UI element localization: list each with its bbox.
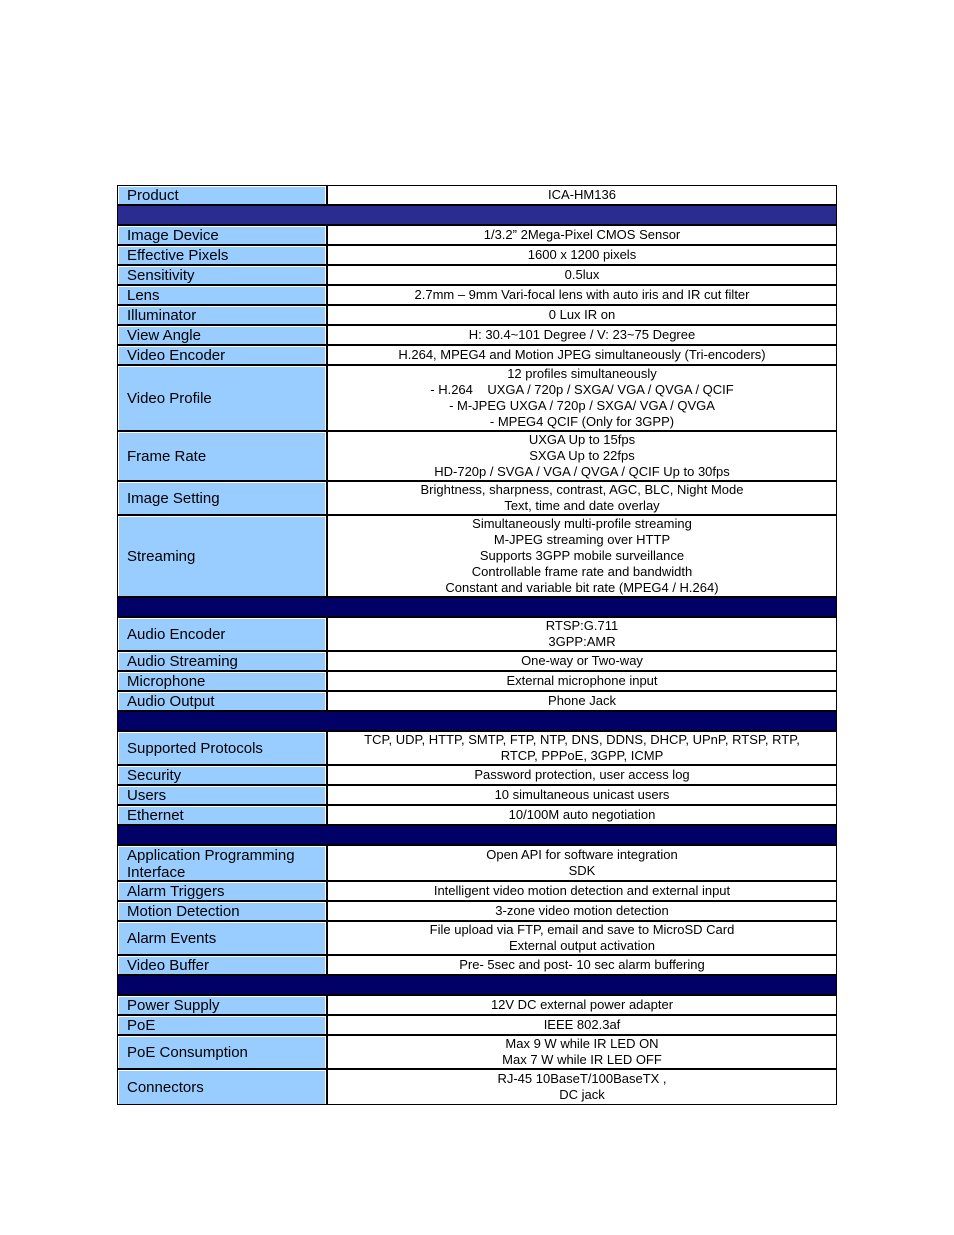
- spec-value-line: Text, time and date overlay: [504, 498, 660, 513]
- spec-value: [326, 366, 836, 430]
- spec-label: [119, 433, 326, 480]
- spec-row-supported-protocols: [118, 732, 836, 766]
- spec-label-text: Audio Streaming: [127, 653, 238, 670]
- spec-label: [119, 903, 326, 920]
- spec-value-line: - H.264 UXGA / 720p / SXGA/ VGA / QVGA / QCIF: [430, 382, 734, 397]
- spec-label: [119, 347, 326, 364]
- spec-value-line: RTSP:G.711: [545, 618, 619, 633]
- spec-label: [119, 227, 326, 244]
- section-band-power: [118, 976, 836, 996]
- spec-value: [326, 432, 836, 480]
- spec-label: [119, 619, 326, 650]
- spec-row-video-buffer: [118, 956, 836, 976]
- spec-label-text: Supported Protocols: [127, 740, 263, 757]
- spec-row-effective-pixels: [118, 246, 836, 266]
- spec-value-line: - M-JPEG UXGA / 720p / SXGA/ VGA / QVGA: [449, 398, 715, 413]
- spec-value-line: Intelligent video motion detection and external input: [433, 883, 731, 898]
- spec-value-line: Simultaneously multi-profile streaming: [472, 516, 692, 531]
- spec-row-audio-encoder: [118, 618, 836, 652]
- spec-label-text: Alarm Events: [127, 930, 217, 947]
- spec-label-text: Ethernet: [127, 807, 184, 824]
- spec-label-text: Frame Rate: [127, 448, 207, 465]
- spec-value-line: Max 7 W while IR LED OFF: [502, 1052, 662, 1067]
- spec-label-text: Image Device: [127, 227, 219, 244]
- spec-row-motion-detection: [118, 902, 836, 922]
- spec-value: [326, 902, 836, 920]
- spec-row-poe-consumption: [118, 1036, 836, 1070]
- spec-label-text: Application Programming Interface: [127, 846, 295, 881]
- spec-value-line: Phone Jack: [548, 693, 616, 708]
- spec-label: [119, 767, 326, 784]
- spec-label: [119, 307, 326, 324]
- spec-value-line: UXGA Up to 15fps: [528, 432, 636, 447]
- spec-label-text: Connectors: [127, 1079, 204, 1096]
- spec-label-text: PoE Consumption: [127, 1044, 248, 1061]
- spec-row-alarm-triggers: [118, 882, 836, 902]
- spec-value: [326, 1016, 836, 1034]
- spec-value-line: RTCP, PPPoE, 3GPP, ICMP: [500, 748, 664, 763]
- spec-label: [119, 1071, 326, 1104]
- spec-row-poe: [118, 1016, 836, 1036]
- spec-value-line: File upload via FTP, email and save to MicroSD Card: [429, 922, 735, 937]
- spec-value-line: Controllable frame rate and bandwidth: [471, 564, 693, 579]
- spec-label-text: Effective Pixels: [127, 247, 229, 264]
- spec-label: [119, 997, 326, 1014]
- spec-label-text: PoE: [127, 1017, 156, 1034]
- spec-value-line: 10 simultaneous unicast users: [494, 787, 670, 802]
- spec-value-line: Open API for software integration: [486, 847, 678, 862]
- spec-label: [119, 957, 326, 974]
- section-band-system: [118, 826, 836, 846]
- spec-row-product: [118, 186, 836, 206]
- spec-value-line: 0.5lux: [564, 267, 600, 282]
- spec-value: [326, 672, 836, 690]
- spec-label-text: Motion Detection: [127, 903, 240, 920]
- spec-label-text: Sensitivity: [127, 267, 195, 284]
- spec-value-line: Max 9 W while IR LED ON: [505, 1036, 659, 1051]
- spec-value: [326, 246, 836, 264]
- spec-label: [119, 883, 326, 900]
- spec-value-line: RJ-45 10BaseT/100BaseTX ,: [497, 1071, 667, 1086]
- spec-value-line: External output activation: [509, 938, 655, 953]
- spec-label: [119, 653, 326, 670]
- spec-label: [119, 1017, 326, 1034]
- spec-value: [326, 882, 836, 900]
- spec-label: [119, 923, 326, 954]
- spec-row-sensitivity: [118, 266, 836, 286]
- spec-value: [326, 346, 836, 364]
- spec-value-line: 12V DC external power adapter: [490, 997, 674, 1012]
- spec-value: [326, 732, 836, 764]
- section-band-video: [118, 206, 836, 226]
- spec-value-line: Brightness, sharpness, contrast, AGC, BLC, Night Mode: [420, 482, 744, 497]
- spec-value: [326, 286, 836, 304]
- spec-label: [119, 1037, 326, 1068]
- spec-value-line: 3GPP:AMR: [548, 634, 616, 649]
- section-band-network: [118, 712, 836, 732]
- spec-row-video-encoder: [118, 346, 836, 366]
- spec-label-text: Users: [127, 787, 167, 804]
- spec-value: [326, 1036, 836, 1068]
- spec-row-ethernet: [118, 806, 836, 826]
- spec-row-streaming: [118, 516, 836, 598]
- spec-table: [117, 185, 837, 1105]
- spec-value-line: 1600 x 1200 pixels: [527, 247, 637, 262]
- spec-value: [326, 1070, 836, 1104]
- spec-label: [119, 673, 326, 690]
- spec-value-line: Pre- 5sec and post- 10 sec alarm buffering: [459, 957, 705, 972]
- spec-value: [326, 226, 836, 244]
- spec-value: [326, 766, 836, 784]
- spec-value-line: - MPEG4 QCIF (Only for 3GPP): [489, 414, 675, 429]
- spec-row-connectors: [118, 1070, 836, 1104]
- spec-label: [119, 483, 326, 514]
- spec-value-line: 12 profiles simultaneously: [507, 366, 657, 381]
- spec-row-power-supply: [118, 996, 836, 1016]
- spec-value: [326, 806, 836, 824]
- spec-label-text: Illuminator: [127, 307, 197, 324]
- spec-row-image-device: [118, 226, 836, 246]
- spec-label: [119, 517, 326, 596]
- spec-row-application-programming-interface: [118, 846, 836, 882]
- spec-value-line: 0 Lux IR on: [548, 307, 616, 322]
- spec-row-illuminator: [118, 306, 836, 326]
- spec-row-security: [118, 766, 836, 786]
- spec-value: [326, 786, 836, 804]
- spec-value-line: SDK: [568, 863, 596, 878]
- spec-value: [326, 482, 836, 514]
- spec-label: [119, 287, 326, 304]
- spec-label: [119, 367, 326, 430]
- spec-label-text: View Angle: [127, 327, 201, 344]
- spec-value: [326, 956, 836, 974]
- spec-row-view-angle: [118, 326, 836, 346]
- spec-row-frame-rate: [118, 432, 836, 482]
- section-band-audio: [118, 598, 836, 618]
- spec-value-line: DC jack: [559, 1087, 605, 1102]
- spec-value-line: Password protection, user access log: [474, 767, 690, 782]
- spec-label: [119, 187, 326, 204]
- spec-value-line: SXGA Up to 22fps: [529, 448, 635, 463]
- spec-value-line: 2.7mm – 9mm Vari-focal lens with auto iris and IR cut filter: [414, 287, 750, 302]
- spec-value-line: IEEE 802.3af: [543, 1017, 621, 1032]
- spec-value: [326, 922, 836, 954]
- spec-label-text: Lens: [127, 287, 160, 304]
- spec-value-line: 3-zone video motion detection: [495, 903, 669, 918]
- spec-label: [119, 267, 326, 284]
- spec-row-lens: [118, 286, 836, 306]
- spec-label-text: Security: [127, 767, 182, 784]
- spec-value: [326, 306, 836, 324]
- spec-value-line: H: 30.4~101 Degree / V: 23~75 Degree: [468, 327, 696, 342]
- spec-label: [119, 807, 326, 824]
- spec-value: [326, 186, 836, 204]
- spec-value-line: Constant and variable bit rate (MPEG4 / H.264): [445, 580, 719, 595]
- spec-label-text: Microphone: [127, 673, 206, 690]
- spec-value: [326, 618, 836, 650]
- spec-value-line: One-way or Two-way: [521, 653, 643, 668]
- spec-value-line: TCP, UDP, HTTP, SMTP, FTP, NTP, DNS, DDNS, DHCP, UPnP, RTSP, RTP,: [364, 732, 800, 747]
- spec-label-text: Video Profile: [127, 390, 212, 407]
- spec-value: [326, 996, 836, 1014]
- spec-value: [326, 266, 836, 284]
- spec-label-text: Audio Output: [127, 693, 215, 710]
- spec-row-video-profile: [118, 366, 836, 432]
- spec-label: [119, 327, 326, 344]
- spec-label-text: Video Buffer: [127, 957, 210, 974]
- spec-label-text: Power Supply: [127, 997, 220, 1014]
- spec-value-line: External microphone input: [506, 673, 658, 688]
- spec-label: [119, 247, 326, 264]
- spec-row-alarm-events: [118, 922, 836, 956]
- spec-label-text: Video Encoder: [127, 347, 226, 364]
- spec-row-users: [118, 786, 836, 806]
- spec-value: [326, 692, 836, 710]
- spec-value-line: Supports 3GPP mobile surveillance: [479, 548, 685, 563]
- spec-label: [119, 693, 326, 710]
- spec-value: [326, 846, 836, 880]
- spec-value-line: H.264, MPEG4 and Motion JPEG simultaneously (Tri-encoders): [398, 347, 766, 362]
- spec-value: [326, 326, 836, 344]
- spec-label: [119, 787, 326, 804]
- spec-label: [119, 847, 326, 880]
- spec-label: [119, 733, 326, 764]
- spec-row-audio-output: [118, 692, 836, 712]
- spec-value: [326, 516, 836, 596]
- spec-value: [326, 652, 836, 670]
- spec-value-line: ICA-HM136: [548, 187, 616, 202]
- spec-row-audio-streaming: [118, 652, 836, 672]
- spec-label-text: Alarm Triggers: [127, 883, 225, 900]
- spec-label-text: Streaming: [127, 548, 196, 565]
- spec-value-line: 10/100M auto negotiation: [508, 807, 656, 822]
- spec-value-line: HD-720p / SVGA / VGA / QVGA / QCIF Up to 30fps: [434, 464, 730, 479]
- spec-label-text: Audio Encoder: [127, 626, 226, 643]
- spec-label-text: Image Setting: [127, 490, 220, 507]
- spec-row-microphone: [118, 672, 836, 692]
- spec-label-text: Product: [127, 187, 179, 204]
- spec-value-line: 1/3.2” 2Mega-Pixel CMOS Sensor: [483, 227, 681, 242]
- spec-row-image-setting: [118, 482, 836, 516]
- spec-value-line: M-JPEG streaming over HTTP: [493, 532, 671, 547]
